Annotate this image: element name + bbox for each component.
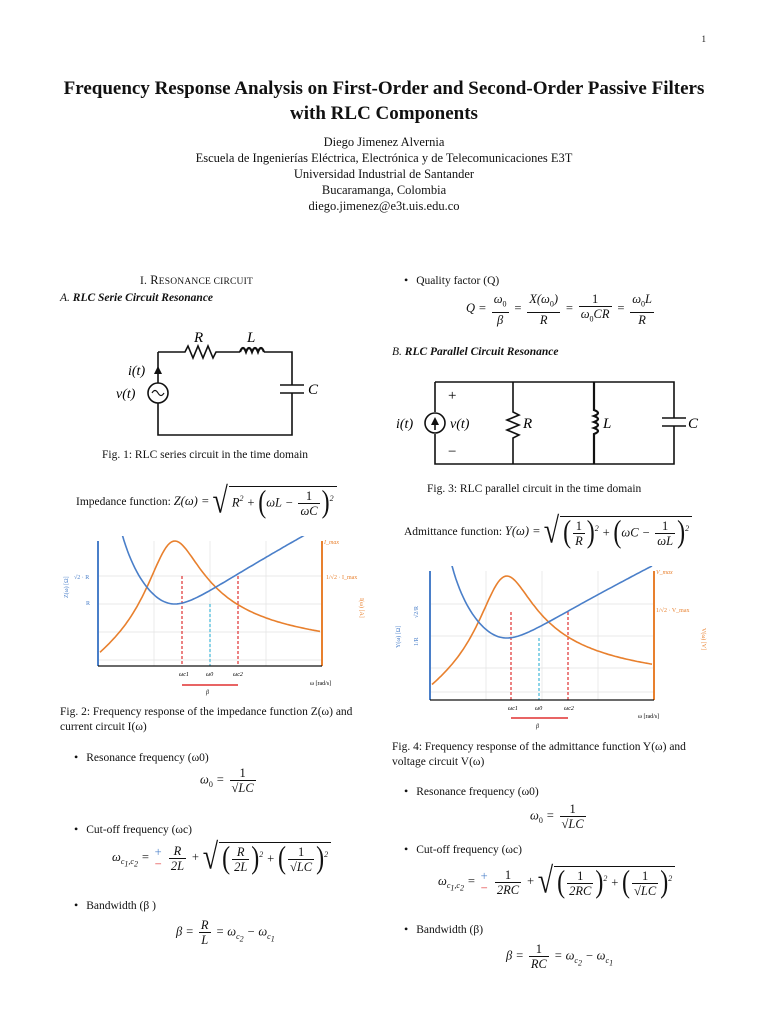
subsection-b-heading <box>392 346 558 358</box>
fig2-ytick-left-0: √2 · R <box>74 575 90 581</box>
author-university: Universidad Industrial de Santander <box>293 167 475 181</box>
fig4-chart <box>392 566 710 736</box>
author-block <box>60 134 708 214</box>
author-name: Diego Jimenez Alvernia <box>323 135 445 149</box>
fig4-xtick-w0: ω0 <box>535 706 543 712</box>
author-email: diego.jimenez@e3t.uis.edu.co <box>308 199 460 213</box>
right-eq-bandwidth: β = $\frac{1}{RC}$ = $\omega_{c_2} - \omega_{c_1}$ <box>506 942 614 971</box>
fig2-xtick-w0: ω0 <box>206 672 214 678</box>
paper-title: Frequency Response Analysis on First-Order and Second-Order Passive Filters with RLC Components <box>63 78 705 124</box>
left-bullet-resonance: • Resonance frequency (ω0) <box>74 750 209 765</box>
fig4-ytick-left-0: √2/R <box>414 606 420 618</box>
fig2-xtick-wc1: ωc1 <box>179 672 189 678</box>
fig4-ytick-right-1: 1/√2 · V_max <box>656 608 690 614</box>
right-bullet-quality: • Quality factor (Q) <box>404 273 499 288</box>
fig2-ylabel-right: I(ω) [A] <box>358 598 364 618</box>
fig2-xtick-wc2: ωc2 <box>233 672 243 678</box>
author-location: Bucaramanga, Colombia <box>321 183 447 197</box>
section-title-rest: ESONANCE CIRCUIT <box>158 277 253 287</box>
fig4-grid <box>430 571 654 700</box>
author-school: Escuela de Ingenierías Eléctrica, Electrónica y de Telecomunicaciones E3T <box>195 151 573 165</box>
fig4-ylabel-right: V(ω) [V] <box>700 628 706 651</box>
subsection-a-label: A. <box>60 292 70 304</box>
admittance-label: Admittance function: <box>404 525 503 538</box>
plus-label: + <box>448 388 457 404</box>
left-eq-cutoff: $\omega_{c_1,c_2}$ = + − $\frac{R}{2L}$ + √ ( $\frac{R}{2L}$ )$^2$ + ( $\frac{1}{√LC}$ )$^2$ <box>112 842 331 874</box>
fig2-ytick-left-1: R <box>86 601 91 607</box>
fig2-xlabel: ω [rad/s] <box>310 681 332 687</box>
impedance-label: Impedance function: <box>76 495 171 508</box>
current-label: i(t) <box>128 364 146 379</box>
right-eq-resonance: $\omega_0$ = $\frac{1}{√LC}$ <box>530 802 584 831</box>
left-bullet-bandwidth: • Bandwidth (β ) <box>74 898 156 913</box>
fig4-ylabel-left: Y(ω) [Ω] <box>396 625 402 648</box>
fig4-series-blue <box>449 566 653 638</box>
right-eq-quality: Q = $\frac{\omega_0}{\beta}$ = $\frac{X(\omega_0)}{R}$ = $\frac{1}{\omega_0CR}$ = $\frac{\omega_0L}{R}$ <box>466 292 652 327</box>
fig2-ytick-right-0: I_max <box>324 540 339 546</box>
current-label: i(t) <box>396 417 414 432</box>
capacitor-label: C <box>688 416 699 432</box>
rlc-parallel-circuit-diagram <box>392 370 712 474</box>
right-bullet-bandwidth: • Bandwidth (β) <box>404 922 483 937</box>
impedance-equation: Impedance function: Z(ω) = √ $R^2 + (\omega L$ − $\frac{1}{\omega C}$ )$^2$ <box>76 486 337 518</box>
section-heading <box>140 273 253 288</box>
inductor-label: L <box>247 330 256 346</box>
fig3-caption: Fig. 3: RLC parallel circuit in the time domain <box>427 483 642 495</box>
subsection-b-label: B. <box>392 346 402 358</box>
fig2-caption: Fig. 2: Frequency response of the impedance function Z(ω) and current circuit I(ω) <box>60 706 353 733</box>
subsection-a-heading <box>60 292 213 304</box>
right-bullet-resonance: • Resonance frequency (ω0) <box>404 784 539 799</box>
fig4-ytick-left-1: 1/R <box>414 637 420 646</box>
rlc-series-circuit-diagram <box>110 320 330 440</box>
fig4-ytick-right-0: V_max <box>656 570 673 576</box>
fig2-series-blue <box>118 536 320 604</box>
left-eq-bandwidth: β = $\frac{R}{L}$ = $\omega_{c_2} - \omega_{c_1}$ <box>176 918 275 947</box>
right-eq-cutoff: $\omega_{c_1,c_2}$ = + − $\frac{1}{2RC}$ + √ ( $\frac{1}{2RC}$ )$^2$ + ( $\frac{1}{√LC}$ )$^2$ <box>438 866 675 898</box>
voltage-label: v(t) <box>116 387 136 402</box>
fig4-beta-label: β <box>536 724 539 730</box>
resistor-label: R <box>194 330 204 346</box>
fig2-ylabel-left: Z(ω) [Ω] <box>64 576 70 598</box>
inductor-label: L <box>603 416 612 432</box>
minus-label: − <box>448 444 457 460</box>
left-eq-resonance: $\omega_0$ = $\frac{1}{√LC}$ <box>200 766 254 795</box>
admittance-equation: Admittance function: Y(ω) = √ ( $\frac{1}{R}$ )$^2$ + (ωC − $\frac{1}{\omega L}$ )$^2$ <box>404 516 692 548</box>
subsection-b-title: RLC Parallel Circuit Resonance <box>404 346 559 358</box>
fig2-chart <box>60 536 370 696</box>
fig2-ytick-right-1: 1/√2 · I_max <box>326 575 358 581</box>
fig1-caption: Fig. 1: RLC series circuit in the time domain <box>102 449 309 461</box>
fig4-xtick-wc2: ωc2 <box>564 706 574 712</box>
right-bullet-cutoff: • Cut-off frequency (ωc) <box>404 842 522 857</box>
section-title-initial: R <box>150 273 159 287</box>
resistor-label: R <box>523 416 533 432</box>
left-bullet-cutoff: • Cut-off frequency (ωc) <box>74 822 192 837</box>
subsection-a-title: RLC Serie Circuit Resonance <box>72 292 214 304</box>
fig2-beta-label: β <box>206 690 209 696</box>
fig4-xlabel: ω [rad/s] <box>638 714 660 720</box>
voltage-label: v(t) <box>450 417 470 432</box>
section-number: I. <box>140 275 148 287</box>
page-number: 1 <box>701 34 706 44</box>
fig4-xtick-wc1: ωc1 <box>508 706 518 712</box>
fig4-caption: Fig. 4: Frequency response of the admittance function Y(ω) and voltage circuit V(ω) <box>392 741 686 768</box>
capacitor-label: C <box>308 382 319 398</box>
